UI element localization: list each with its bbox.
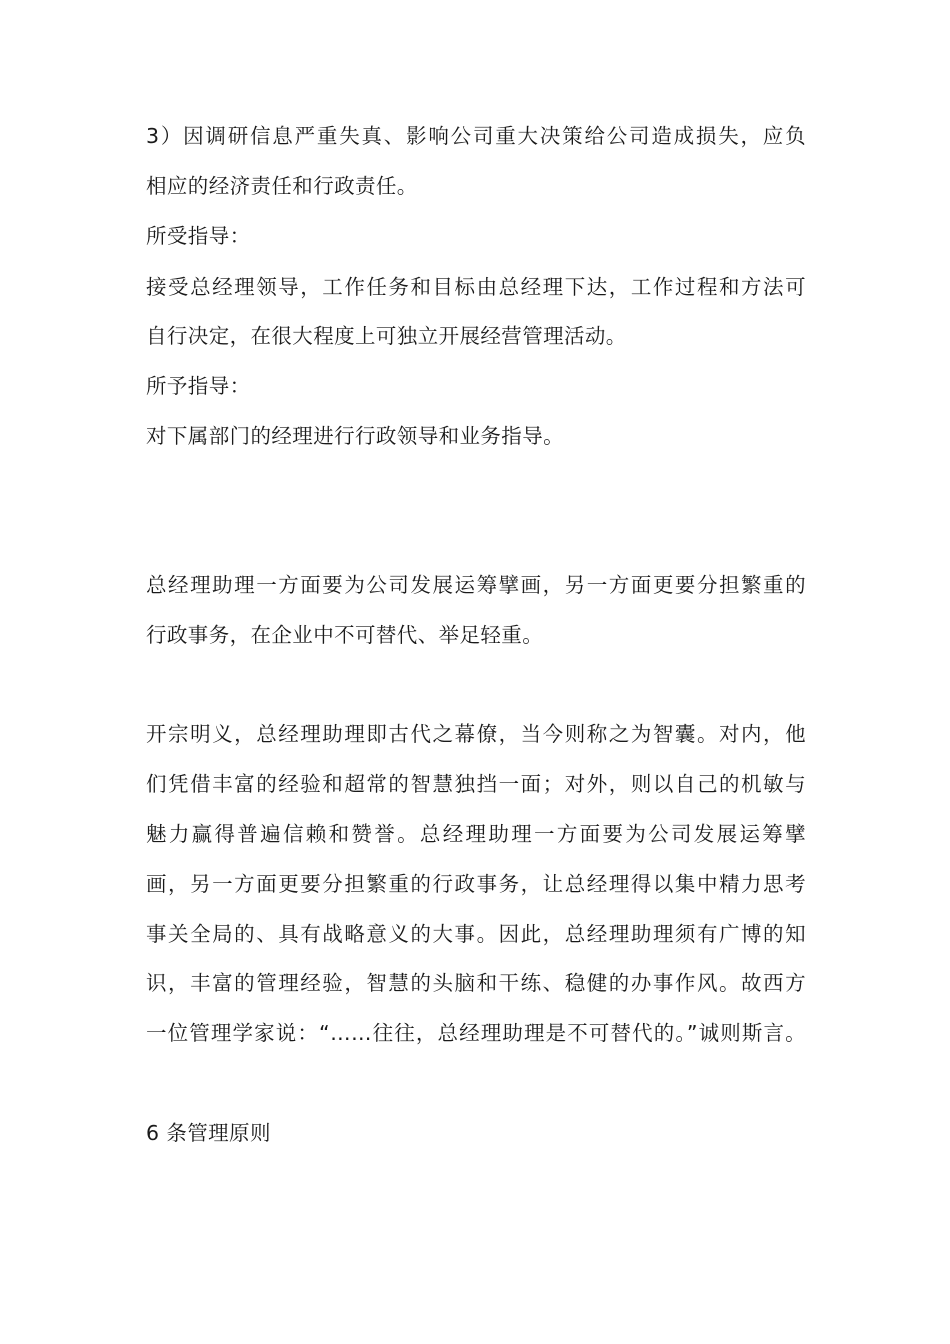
paragraph-line: 事关全局的、具有战略意义的大事。因此，总经理助理须有广博的知	[146, 922, 806, 946]
paragraph-line: 们凭借丰富的经验和超常的智慧独挡一面；对外，则以自己的机敏与	[146, 772, 806, 796]
paragraph-line: 对下属部门的经理进行行政领导和业务指导。	[146, 424, 564, 448]
paragraph-line: 总经理助理一方面要为公司发展运筹擘画，另一方面更要分担繁重的	[146, 573, 806, 597]
paragraph-line: 画，另一方面更要分担繁重的行政事务，让总经理得以集中精力思考	[146, 872, 806, 896]
paragraph-line: 识，丰富的管理经验，智慧的头脑和干练、稳健的办事作风。故西方	[146, 971, 806, 995]
section-heading: 所受指导：	[146, 224, 251, 248]
paragraph-line: 魅力赢得普遍信赖和赞誉。总经理助理一方面要为公司发展运筹擘	[146, 822, 806, 846]
section-heading: 6 条管理原则	[146, 1121, 271, 1145]
paragraph-line: 接受总经理领导，工作任务和目标由总经理下达，工作过程和方法可	[146, 275, 806, 299]
paragraph-line: 行政事务，在企业中不可替代、举足轻重。	[146, 623, 544, 647]
paragraph-line: 自行决定，在很大程度上可独立开展经营管理活动。	[146, 324, 627, 348]
paragraph-line: 相应的经济责任和行政责任。	[146, 174, 418, 198]
paragraph-line: 一位管理学家说：“……往往，总经理助理是不可替代的。”诚则斯言。	[146, 1021, 806, 1045]
paragraph-line: 开宗明义，总经理助理即古代之幕僚，当今则称之为智囊。对内，他	[146, 722, 806, 746]
paragraph-line: 3）因调研信息严重失真、影响公司重大决策给公司造成损失，应负	[146, 124, 806, 148]
section-heading: 所予指导：	[146, 374, 251, 398]
